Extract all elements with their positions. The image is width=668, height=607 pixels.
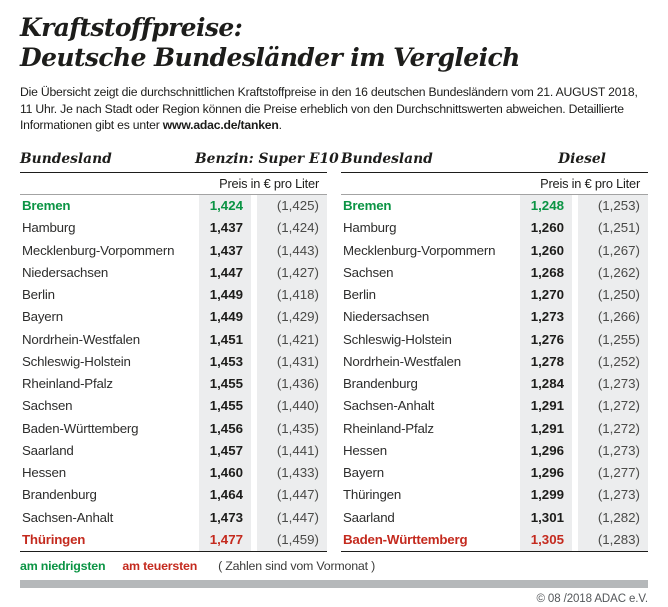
price-current: 1,437 [199,217,251,239]
table-row [20,484,327,506]
state-name: Berlin [22,287,55,303]
price-previous: (1,424) [257,217,327,239]
benzin-bundesland-header: Bundesland [20,150,112,167]
price-previous: (1,272) [578,417,648,439]
diesel-table-rows [341,195,648,552]
table-row [341,284,648,306]
state-name: Rheinland-Pfalz [343,420,434,436]
state-name: Hamburg [343,220,397,236]
legend-highest: am teuersten [122,558,198,573]
price-previous: (1,427) [257,261,327,283]
table-row [341,417,648,439]
price-current: 1,455 [199,395,251,417]
state-name: Baden-Württemberg [343,531,468,547]
price-previous: (1,283) [578,528,648,550]
price-current: 1,453 [199,350,251,372]
table-row [341,528,648,550]
title-line-1: Kraftstoffpreise: [20,13,243,42]
price-current: 1,276 [520,328,572,350]
price-previous: (1,447) [257,506,327,528]
price-current: 1,270 [520,284,572,306]
table-row [341,217,648,239]
price-previous: (1,273) [578,439,648,461]
table-row [341,306,648,328]
legend-note: ( Zahlen sind vom Vormonat ) [218,558,376,573]
state-name: Bremen [22,198,71,214]
price-current: 1,455 [199,373,251,395]
tables-container [20,151,648,552]
benzin-unit-header: Preis in € pro Liter [20,173,327,195]
diesel-bundesland-header: Bundesland [341,150,433,167]
price-previous: (1,252) [578,350,648,372]
price-previous: (1,436) [257,373,327,395]
state-name: Berlin [343,287,376,303]
price-current: 1,260 [520,217,572,239]
state-name: Saarland [22,442,74,458]
copyright: © 08 /2018 ADAC e.V. [536,592,648,605]
price-current: 1,460 [199,462,251,484]
price-current: 1,447 [199,261,251,283]
table-row [20,284,327,306]
price-previous: (1,253) [578,195,648,217]
table-row [20,350,327,372]
table-row [20,528,327,550]
table-row [341,328,648,350]
price-current: 1,457 [199,439,251,461]
price-current: 1,291 [520,395,572,417]
price-previous: (1,435) [257,417,327,439]
state-name: Saarland [343,509,395,525]
price-current: 1,291 [520,417,572,439]
state-name: Hessen [343,442,387,458]
legend-lowest: am niedrigsten [20,558,106,573]
table-row [20,417,327,439]
table-row [20,373,327,395]
adac-url-text: www.adac.de/tanken [162,118,279,132]
price-current: 1,248 [520,195,572,217]
state-name: Hamburg [22,220,76,236]
price-previous: (1,267) [578,239,648,261]
price-current: 1,260 [520,239,572,261]
intro-text [20,84,648,134]
table-row [341,261,648,283]
price-previous: (1,277) [578,462,648,484]
price-current: 1,296 [520,439,572,461]
table-row [20,395,327,417]
state-name: Sachsen-Anhalt [22,509,114,525]
table-row [341,395,648,417]
state-name: Bayern [22,309,63,325]
state-name: Mecklenburg-Vorpommern [22,242,175,258]
table-row [20,261,327,283]
state-name: Nordrhein-Westfalen [22,331,140,347]
price-previous: (1,433) [257,462,327,484]
price-current: 1,301 [520,506,572,528]
price-current: 1,305 [520,528,572,550]
price-previous: (1,255) [578,328,648,350]
price-previous: (1,459) [257,528,327,550]
benzin-table-rows [20,195,327,552]
price-current: 1,451 [199,328,251,350]
price-current: 1,449 [199,284,251,306]
price-previous: (1,282) [578,506,648,528]
table-row [20,439,327,461]
table-row [20,239,327,261]
diesel-fuel-header: Diesel [558,150,606,167]
table-row [341,439,648,461]
table-row [341,462,648,484]
state-name: Mecklenburg-Vorpommern [343,242,496,258]
price-previous: (1,272) [578,395,648,417]
benzin-table-header [20,150,339,173]
benzin-table [20,150,339,552]
state-name: Hessen [22,465,66,481]
price-current: 1,296 [520,462,572,484]
state-name: Sachsen-Anhalt [343,398,435,414]
price-previous: (1,431) [257,350,327,372]
price-current: 1,473 [199,506,251,528]
state-name: Niedersachsen [22,264,109,280]
footer-divider-bar [20,580,648,588]
price-previous: (1,441) [257,439,327,461]
state-name: Bayern [343,465,384,481]
price-previous: (1,251) [578,217,648,239]
price-current: 1,464 [199,484,251,506]
state-name: Brandenburg [343,376,418,392]
price-current: 1,278 [520,350,572,372]
price-current: 1,284 [520,373,572,395]
state-name: Thüringen [343,487,402,503]
price-previous: (1,425) [257,195,327,217]
price-previous: (1,262) [578,261,648,283]
table-row [341,350,648,372]
state-name: Sachsen [343,264,394,280]
price-previous: (1,421) [257,328,327,350]
price-current: 1,437 [199,239,251,261]
table-row [20,306,327,328]
price-previous: (1,273) [578,484,648,506]
diesel-table [341,151,648,552]
table-row [341,484,648,506]
table-row [341,239,648,261]
state-name: Thüringen [22,531,86,547]
table-row [20,462,327,484]
table-row [20,506,327,528]
table-row [20,328,327,350]
state-name: Nordrhein-Westfalen [343,353,461,369]
state-name: Schleswig-Holstein [22,353,131,369]
diesel-unit-header: Preis in € pro Liter [341,173,648,195]
table-row [341,373,648,395]
price-previous: (1,443) [257,239,327,261]
price-current: 1,477 [199,528,251,550]
price-current: 1,299 [520,484,572,506]
price-current: 1,456 [199,417,251,439]
table-row [341,506,648,528]
price-current: 1,268 [520,261,572,283]
state-name: Sachsen [22,398,73,414]
price-previous: (1,250) [578,284,648,306]
state-name: Niedersachsen [343,309,430,325]
price-current: 1,424 [199,195,251,217]
table-row [20,195,327,217]
title-line-2: Deutsche Bundesländer im Vergleich [20,43,520,72]
price-previous: (1,266) [578,306,648,328]
state-name: Brandenburg [22,487,97,503]
price-previous: (1,273) [578,373,648,395]
state-name: Bremen [343,198,392,214]
table-row [20,217,327,239]
page-title [20,13,648,73]
price-current: 1,273 [520,306,572,328]
table-row [341,195,648,217]
diesel-table-header [341,151,648,173]
price-previous: (1,447) [257,484,327,506]
state-name: Schleswig-Holstein [343,331,452,347]
legend [20,559,648,573]
price-previous: (1,440) [257,395,327,417]
state-name: Baden-Württemberg [22,420,139,436]
price-current: 1,449 [199,306,251,328]
state-name: Rheinland-Pfalz [22,376,113,392]
price-previous: (1,429) [257,306,327,328]
price-previous: (1,418) [257,284,327,306]
benzin-fuel-header: Benzin: Super E10 [195,150,339,167]
intro-body: Die Übersicht zeigt die durchschnittlichen Kraftstoffpreise in den 16 deutschen Bundesländern vom 21. AUGUST 2018, 11 Uhr. Je nach Stadt oder Region können die Preise erheblich von den Durchschnittswerten abweichen. Detaillierte Informationen gibt es unter [20,85,638,132]
intro-suffix: . [278,118,282,132]
